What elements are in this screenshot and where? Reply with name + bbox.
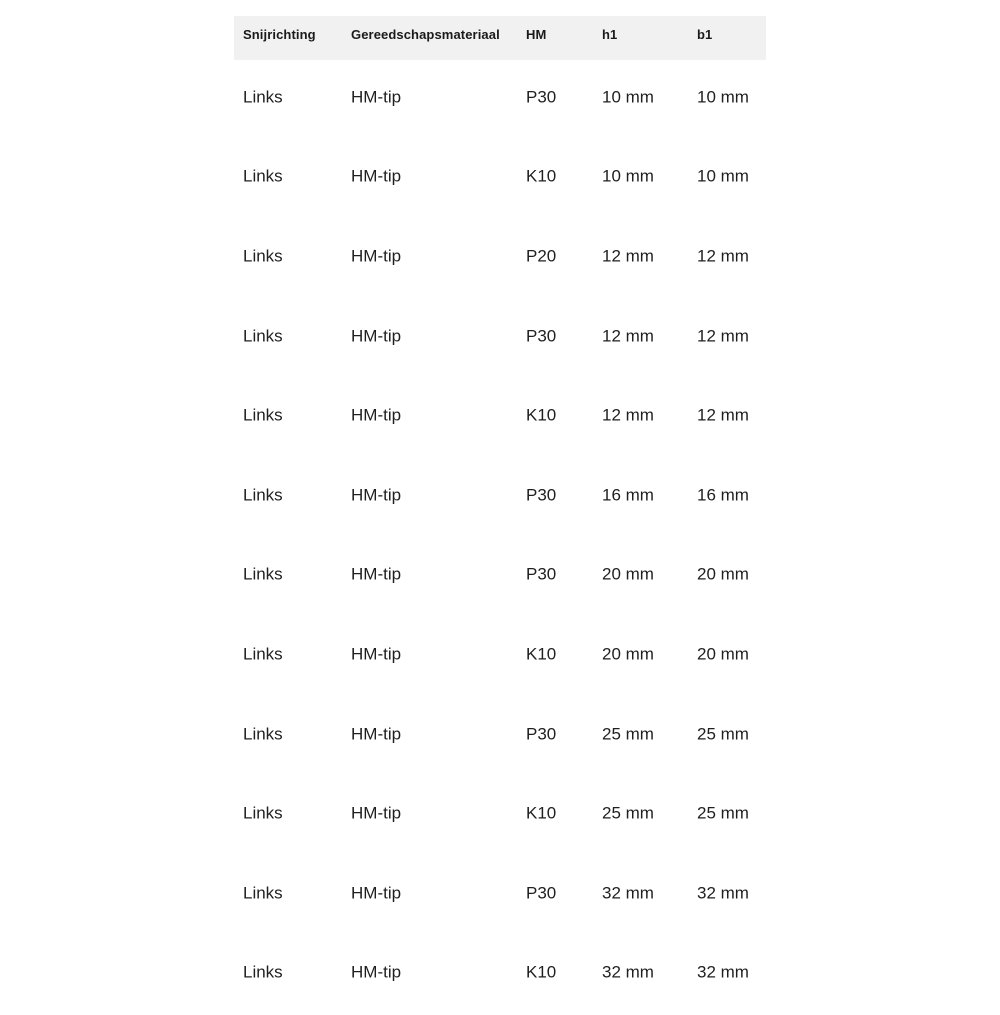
cell-h1: 25 mm [602, 803, 654, 823]
cell-snijrichting: Links [243, 87, 283, 107]
column-header-b1: b1 [697, 26, 713, 42]
table-row [234, 538, 766, 618]
cell-gereedschapsmateriaal: HM-tip [351, 724, 402, 744]
cell-hm: K10 [526, 803, 557, 823]
cell-gereedschapsmateriaal: HM-tip [351, 87, 402, 107]
cell-hm: P20 [526, 246, 557, 266]
cell-hm: P30 [526, 564, 557, 584]
cell-gereedschapsmateriaal: HM-tip [351, 962, 402, 982]
cell-b1: 10 mm [697, 87, 749, 107]
cell-snijrichting: Links [243, 644, 283, 664]
cell-gereedschapsmateriaal: HM-tip [351, 166, 402, 186]
cell-hm: P30 [526, 724, 557, 744]
cell-hm: P30 [526, 87, 557, 107]
cell-h1: 25 mm [602, 724, 654, 744]
cell-hm: P30 [526, 326, 557, 346]
table-row [234, 697, 766, 777]
cell-b1: 20 mm [697, 644, 749, 664]
table-row [234, 776, 766, 856]
cell-h1: 10 mm [602, 166, 654, 186]
product-specs-table [234, 16, 766, 1015]
cell-gereedschapsmateriaal: HM-tip [351, 485, 402, 505]
cell-hm: K10 [526, 405, 557, 425]
cell-h1: 20 mm [602, 564, 654, 584]
table-row [234, 458, 766, 538]
column-header-snijrichting: Snijrichting [243, 26, 316, 42]
cell-snijrichting: Links [243, 962, 283, 982]
table-header-row [234, 16, 766, 60]
cell-b1: 25 mm [697, 724, 749, 744]
cell-h1: 32 mm [602, 962, 654, 982]
column-header-hm: HM [526, 26, 547, 42]
cell-snijrichting: Links [243, 803, 283, 823]
cell-snijrichting: Links [243, 405, 283, 425]
cell-snijrichting: Links [243, 724, 283, 744]
table-row [234, 378, 766, 458]
table-row [234, 299, 766, 379]
table-row [234, 140, 766, 220]
cell-b1: 20 mm [697, 564, 749, 584]
cell-snijrichting: Links [243, 564, 283, 584]
cell-b1: 12 mm [697, 246, 749, 266]
column-header-h1: h1 [602, 26, 618, 42]
cell-b1: 12 mm [697, 326, 749, 346]
cell-snijrichting: Links [243, 883, 283, 903]
cell-h1: 32 mm [602, 883, 654, 903]
cell-h1: 12 mm [602, 326, 654, 346]
cell-snijrichting: Links [243, 246, 283, 266]
cell-h1: 10 mm [602, 87, 654, 107]
cell-hm: K10 [526, 644, 557, 664]
cell-hm: K10 [526, 166, 557, 186]
cell-gereedschapsmateriaal: HM-tip [351, 564, 402, 584]
cell-hm: K10 [526, 962, 557, 982]
cell-gereedschapsmateriaal: HM-tip [351, 644, 402, 664]
cell-b1: 10 mm [697, 166, 749, 186]
cell-hm: P30 [526, 883, 557, 903]
cell-gereedschapsmateriaal: HM-tip [351, 883, 402, 903]
table-row [234, 617, 766, 697]
cell-snijrichting: Links [243, 326, 283, 346]
table-row [234, 219, 766, 299]
column-header-gereedschapsmateriaal: Gereedschapsmateriaal [351, 26, 500, 42]
table-row [234, 936, 766, 1015]
cell-b1: 16 mm [697, 485, 749, 505]
cell-b1: 25 mm [697, 803, 749, 823]
table-body [234, 60, 766, 1015]
cell-gereedschapsmateriaal: HM-tip [351, 405, 402, 425]
cell-gereedschapsmateriaal: HM-tip [351, 803, 402, 823]
cell-b1: 12 mm [697, 405, 749, 425]
cell-b1: 32 mm [697, 962, 749, 982]
table-row [234, 60, 766, 140]
cell-gereedschapsmateriaal: HM-tip [351, 246, 402, 266]
table-row [234, 856, 766, 936]
cell-h1: 16 mm [602, 485, 654, 505]
cell-gereedschapsmateriaal: HM-tip [351, 326, 402, 346]
cell-b1: 32 mm [697, 883, 749, 903]
cell-snijrichting: Links [243, 166, 283, 186]
cell-h1: 20 mm [602, 644, 654, 664]
cell-h1: 12 mm [602, 405, 654, 425]
cell-hm: P30 [526, 485, 557, 505]
cell-h1: 12 mm [602, 246, 654, 266]
cell-snijrichting: Links [243, 485, 283, 505]
